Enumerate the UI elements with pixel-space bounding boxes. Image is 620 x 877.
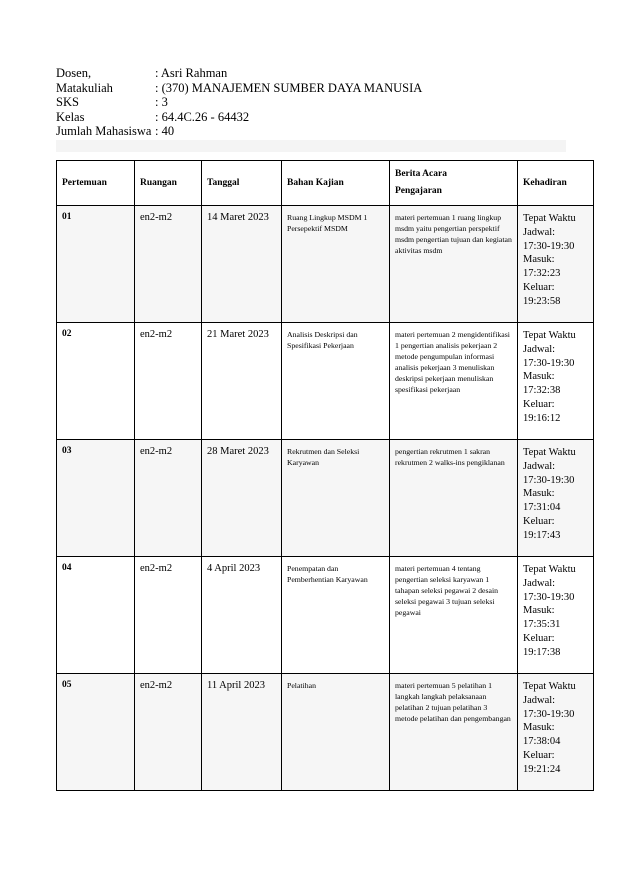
attendance-table — [56, 160, 594, 791]
col-header-berita-line1: Berita Acara — [395, 169, 447, 179]
cell-pertemuan: 02 — [57, 323, 135, 440]
cell-bahan-kajian: Ruang Lingkup MSDM 1 Persepektif MSDM — [282, 206, 390, 323]
cell-pertemuan: 01 — [57, 206, 135, 323]
cell-ruangan: en2-m2 — [135, 674, 202, 791]
matakuliah-label: Matakuliah — [56, 80, 113, 95]
course-header — [56, 66, 422, 139]
col-header-bahan-kajian: Bahan Kajian — [282, 161, 390, 206]
jadwal-value: 17:30-19:30 — [523, 240, 575, 252]
cell-tanggal: 28 Maret 2023 — [202, 440, 282, 557]
jadwal-label: Jadwal: — [523, 343, 556, 355]
cell-ruangan: en2-m2 — [135, 557, 202, 674]
keluar-value: 19:17:38 — [523, 646, 561, 658]
jadwal-label: Jadwal: — [523, 694, 556, 706]
cell-ruangan: en2-m2 — [135, 323, 202, 440]
section-divider — [56, 140, 566, 152]
table-row — [57, 206, 594, 323]
jadwal-value: 17:30-19:30 — [523, 591, 575, 603]
keluar-label: Keluar: — [523, 632, 555, 644]
table-row — [57, 323, 594, 440]
cell-kehadiran — [518, 674, 594, 791]
table-row — [57, 674, 594, 791]
cell-berita-acara: materi pertemuan 1 ruang lingkup msdm yaitu pengertian perspektif msdm pengertian tujuan dan kegiatan aktivitas msdm — [390, 206, 518, 323]
masuk-label: Masuk: — [523, 371, 555, 383]
jadwal-value: 17:30-19:30 — [523, 474, 575, 486]
cell-bahan-kajian: Pelatihan — [282, 674, 390, 791]
table-header-row — [57, 161, 594, 206]
matakuliah-value: : (370) MANAJEMEN SUMBER DAYA MANUSIA — [155, 80, 423, 95]
jadwal-label: Jadwal: — [523, 226, 556, 238]
col-header-ruangan: Ruangan — [135, 161, 202, 206]
attendance-status: Tepat Waktu — [523, 447, 576, 458]
attendance-status: Tepat Waktu — [523, 213, 576, 224]
col-header-pertemuan: Pertemuan — [57, 161, 135, 206]
cell-pertemuan: 03 — [57, 440, 135, 557]
jumlah-value: : 40 — [155, 124, 175, 139]
keluar-value: 19:21:24 — [523, 763, 561, 775]
cell-bahan-kajian: Analisis Deskripsi dan Spesifikasi Pekerjaan — [282, 323, 390, 440]
col-header-berita-acara — [390, 161, 518, 206]
jadwal-value: 17:30-19:30 — [523, 357, 575, 369]
jadwal-label: Jadwal: — [523, 460, 556, 472]
cell-kehadiran — [518, 557, 594, 674]
keluar-value: 19:23:58 — [523, 295, 561, 307]
masuk-label: Masuk: — [523, 488, 555, 500]
masuk-value: 17:35:31 — [523, 619, 561, 631]
masuk-label: Masuk: — [523, 254, 555, 266]
table-row — [57, 440, 594, 557]
masuk-value: 17:31:04 — [523, 502, 561, 514]
jadwal-label: Jadwal: — [523, 577, 556, 589]
masuk-value: 17:38:04 — [523, 736, 561, 748]
table-row — [57, 557, 594, 674]
header-row-matakuliah — [56, 81, 422, 96]
cell-berita-acara: materi pertemuan 2 mengidentifikasi 1 pengertian analisis pekerjaan 2 metode pengumpulan informasi analisis pekerjaan 3 menuliskan deskripsi pekerjaan menuliskan spesifikasi pekerjaan — [390, 323, 518, 440]
cell-bahan-kajian: Penempatan dan Pemberhentian Karyawan — [282, 557, 390, 674]
cell-tanggal: 14 Maret 2023 — [202, 206, 282, 323]
keluar-value: 19:17:43 — [523, 529, 561, 541]
header-row-kelas — [56, 110, 422, 125]
keluar-label: Keluar: — [523, 398, 555, 410]
attendance-status: Tepat Waktu — [523, 564, 576, 575]
attendance-status: Tepat Waktu — [523, 681, 576, 692]
kelas-value: : 64.4C.26 - 64432 — [155, 109, 250, 124]
cell-berita-acara: materi pertemuan 4 tentang pengertian seleksi karyawan 1 tahapan seleksi pegawai 2 desain seleksi pegawai 3 tujuan seleksi pegawai — [390, 557, 518, 674]
masuk-value: 17:32:23 — [523, 268, 561, 280]
cell-kehadiran — [518, 206, 594, 323]
masuk-label: Masuk: — [523, 605, 555, 617]
cell-berita-acara: pengertian rekrutmen 1 sakran rekrutmen 2 walks-ins pengiklanan — [390, 440, 518, 557]
cell-bahan-kajian: Rekrutmen dan Seleksi Karyawan — [282, 440, 390, 557]
cell-tanggal: 21 Maret 2023 — [202, 323, 282, 440]
col-header-tanggal: Tanggal — [202, 161, 282, 206]
dosen-label: Dosen, — [56, 66, 92, 80]
cell-kehadiran — [518, 323, 594, 440]
header-row-dosen — [56, 66, 422, 81]
keluar-label: Keluar: — [523, 749, 555, 761]
col-header-kehadiran: Kehadiran — [518, 161, 594, 206]
kelas-label: Kelas — [56, 109, 85, 124]
cell-tanggal: 11 April 2023 — [202, 674, 282, 791]
keluar-label: Keluar: — [523, 515, 555, 527]
cell-kehadiran — [518, 440, 594, 557]
col-header-berita-line2: Pengajaran — [395, 186, 442, 196]
masuk-value: 17:32:38 — [523, 385, 561, 397]
cell-pertemuan: 04 — [57, 557, 135, 674]
header-row-sks — [56, 95, 422, 110]
cell-ruangan: en2-m2 — [135, 206, 202, 323]
masuk-label: Masuk: — [523, 722, 555, 734]
cell-pertemuan: 05 — [57, 674, 135, 791]
sks-value: : 3 — [155, 95, 168, 110]
cell-ruangan: en2-m2 — [135, 440, 202, 557]
jadwal-value: 17:30-19:30 — [523, 708, 575, 720]
attendance-status: Tepat Waktu — [523, 330, 576, 341]
dosen-value: : Asri Rahman — [155, 66, 228, 80]
keluar-label: Keluar: — [523, 281, 555, 293]
cell-tanggal: 4 April 2023 — [202, 557, 282, 674]
jumlah-label: Jumlah Mahasiswa — [56, 124, 152, 139]
header-row-jumlah — [56, 124, 422, 139]
cell-berita-acara: materi pertemuan 5 pelatihan 1 langkah langkah pelaksanaan pelatihan 2 tujuan pelatihan 3 metode pelatihan dan pengembangan — [390, 674, 518, 791]
keluar-value: 19:16:12 — [523, 412, 561, 424]
sks-label: SKS — [56, 95, 79, 110]
